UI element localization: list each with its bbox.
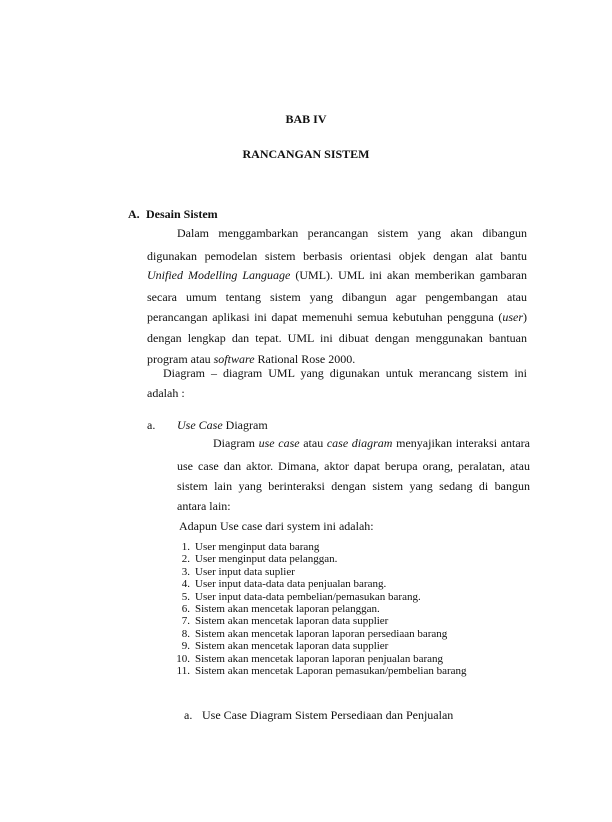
- list-item: 8. Sistem akan mencetak laporan laporan persediaan barang: [181, 627, 448, 640]
- paragraph1-line5: perancangan aplikasi ini dapat memenuhi semua kebutuhan pengguna (user): [147, 310, 527, 324]
- list-item: 9. Sistem akan mencetak laporan data supplier: [181, 640, 389, 653]
- paragraph1-line6: dengan lengkap dan tepat. UML ini dibuat dengan menggunakan bantuan: [147, 331, 527, 345]
- chapter-title: RANCANGAN SISTEM: [242, 147, 370, 161]
- list-item: 6. Sistem akan mencetak laporan pelanggan.: [181, 603, 380, 616]
- list-item: 10. Sistem akan mencetak laporan laporan penjualan barang: [176, 652, 444, 665]
- paragraph1-line1: Dalam menggambarkan perancangan sistem yang akan dibangun: [177, 226, 527, 240]
- list-item: 4. User input data-data data penjualan barang.: [181, 578, 387, 591]
- paragraph1-line3: Unified Modelling Language (UML). UML ini akan memberikan gambaran: [147, 268, 527, 282]
- list-item: 7. Sistem akan mencetak laporan data supplier: [181, 615, 389, 628]
- sub-item-marker: a.: [184, 708, 193, 722]
- paragraph2-line1: Diagram – diagram UML yang digunakan untuk merancang sistem ini: [163, 366, 527, 380]
- list-item: 1. User menginput data barang: [181, 541, 320, 553]
- list-item: 2. User menginput data pelanggan.: [181, 553, 338, 566]
- subsection-marker: a.: [147, 418, 156, 432]
- section-title: Desain Sistem: [146, 207, 218, 221]
- subsection-para-line4: antara lain:: [177, 499, 231, 513]
- sub-item-title: Use Case Diagram Sistem Persediaan dan Penjualan: [202, 708, 454, 722]
- uml-term: Unified Modelling Language: [147, 268, 291, 282]
- section-marker: A.: [128, 207, 140, 221]
- list-item: 5. User input data-data pembelian/pemasukan barang.: [181, 590, 421, 603]
- paragraph2-line2: adalah :: [147, 386, 185, 400]
- list-item: 11. Sistem akan mencetak Laporan pemasukan/pembelian barang: [176, 665, 467, 678]
- paragraph1-line2: digunakan pemodelan sistem berbasis orientasi objek dengan alat bantu: [147, 249, 527, 263]
- subsection-para-line3: sistem lain yang berinteraksi dengan sistem yang sedang di bangun: [177, 479, 530, 493]
- use-case-intro: Adapun Use case dari system ini adalah:: [179, 519, 374, 533]
- subsection-para-line1: Diagram use case atau case diagram menyajikan interaksi antara: [213, 436, 530, 450]
- use-case-list: [160, 541, 540, 677]
- chapter-number: BAB IV: [285, 112, 327, 126]
- subsection-para-line2: use case dan aktor. Dimana, aktor dapat berupa orang, peralatan, atau: [177, 459, 530, 473]
- paragraph1-line4: secara umum tentang sistem yang dibangun agar pengembangan atau: [147, 290, 527, 304]
- subsection-title: Use Case Diagram: [177, 418, 268, 432]
- list-item: 3. User input data suplier: [181, 565, 295, 578]
- paragraph1-line7: program atau software Rational Rose 2000.: [147, 352, 356, 366]
